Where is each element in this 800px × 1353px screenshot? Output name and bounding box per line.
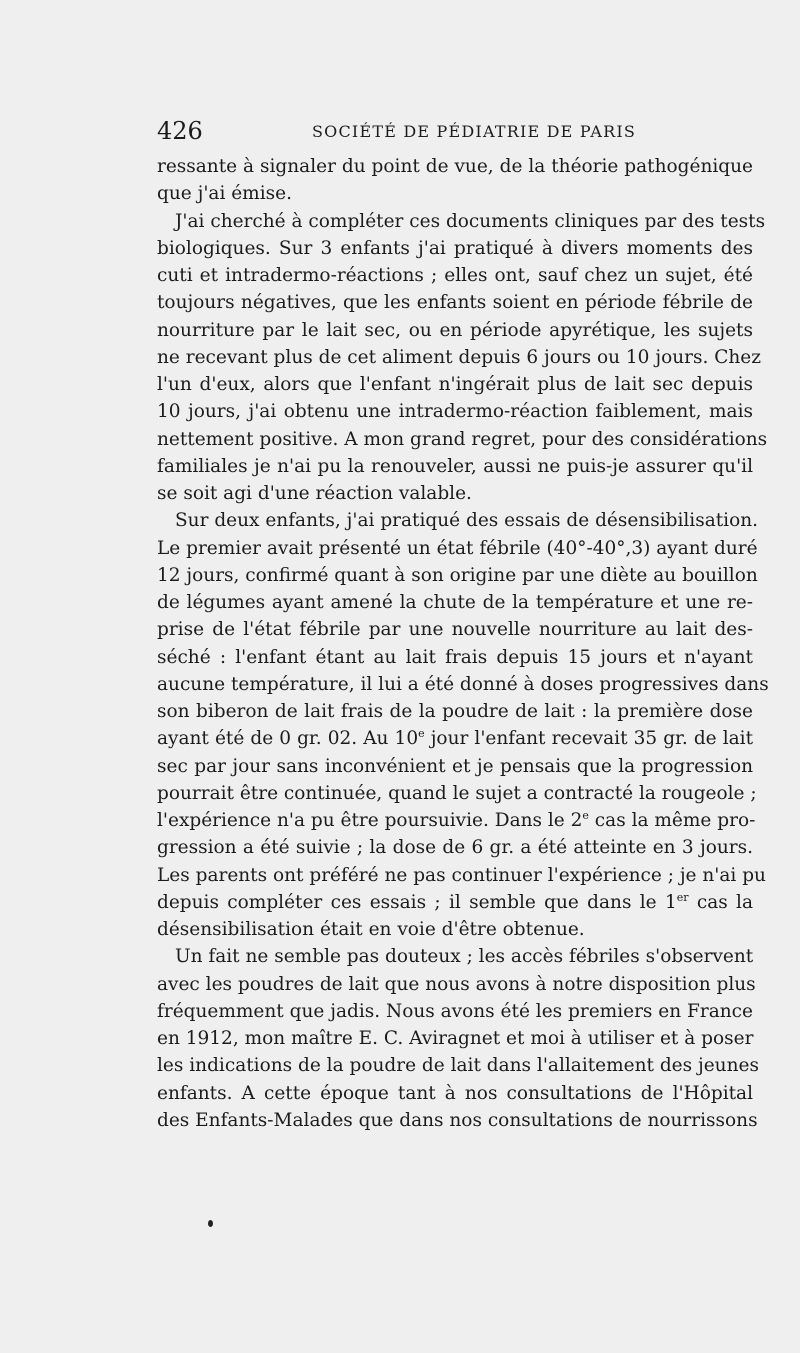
text-line-with-superscript (157, 889, 753, 916)
text-line: de légumes ayant amené la chute de la température et une re- (157, 592, 753, 613)
text-segment: ayant été de 0 gr. 02. Au 10 (157, 728, 419, 750)
text-line: Les parents ont préféré ne pas continuer l'expérience ; je n'ai pu (157, 864, 766, 886)
text-line: Le premier avait présenté un état fébrile (40°-40°,3) ayant duré (157, 537, 758, 559)
text-line: prise de l'état fébrile par une nouvelle nourriture au lait des- (157, 619, 753, 641)
text-line: désensibilisation était en voie d'être obtenue. (157, 919, 585, 940)
text-line: Sur deux enfants, j'ai pratiqué des essais de désensibilisation. (175, 510, 759, 532)
page-number: 426 (157, 117, 203, 145)
text-line: nourriture par le lait sec, ou en période apyrétique, les sujets (157, 319, 753, 341)
text-line: ne recevant plus de cet aliment depuis 6 jours ou 10 jours. Chez (157, 346, 761, 368)
text-line: les indications de la poudre de lait dans l'allaitement des jeunes (157, 1055, 759, 1077)
text-segment: depuis compléter ces essais ; il semble que dans le 1 (157, 891, 677, 913)
text-line: l'un d'eux, alors que l'enfant n'ingérait plus de lait sec depuis (157, 374, 753, 395)
text-line: des Enfants-Malades que dans nos consultations de nourrissons (157, 1109, 758, 1131)
text-line: 10 jours, j'ai obtenu une intradermo-réaction faiblement, mais (157, 401, 753, 423)
text-line: Un fait ne semble pas douteux ; les accès fébriles s'observent (175, 946, 754, 968)
text-segment: l'expérience n'a pu être poursuivie. Dans le 2 (157, 810, 583, 831)
text-line-with-superscript (157, 725, 753, 752)
text-line: ressante à signaler du point de vue, de la théorie pathogénique (157, 156, 753, 177)
text-line: en 1912, mon maître E. C. Aviragnet et moi à utiliser et à poser (157, 1028, 754, 1049)
running-head: SOCIÉTÉ DE PÉDIATRIE DE PARIS (312, 122, 637, 141)
text-line: enfants. A cette époque tant à nos consultations de l'Hôpital (157, 1082, 753, 1104)
text-line: gression a été suivie ; la dose de 6 gr. a été atteinte en 3 jours. (157, 837, 753, 859)
superscript: e (582, 809, 589, 822)
text-line: avec les poudres de lait que nous avons à notre disposition plus (157, 973, 756, 995)
text-line: séché : l'enfant étant au lait frais depuis 15 jours et n'ayant (157, 646, 753, 668)
text-line: sec par jour sans inconvénient et je pensais que la progression (157, 755, 753, 777)
ink-speck (208, 1220, 213, 1227)
text-line: fréquemment que jadis. Nous avons été les premiers en France (157, 1000, 753, 1022)
text-line: familiales je n'ai pu la renouveler, aussi ne puis-je assurer qu'il (157, 455, 753, 477)
text-line: nettement positive. A mon grand regret, pour des considérations (157, 428, 768, 450)
text-line: J'ai cherché à compléter ces documents cliniques par des tests (175, 210, 766, 232)
text-line: 12 jours, confirmé quant à son origine par une diète au bouillon (157, 564, 758, 586)
text-segment: cas la (688, 891, 753, 913)
text-line: se soit agi d'une réaction valable. (157, 483, 472, 504)
text-line-with-superscript (157, 807, 756, 834)
text-line: que j'ai émise. (157, 183, 292, 205)
text-line: son biberon de lait frais de la poudre de lait : la première dose (157, 701, 753, 722)
text-line: pourrait être continuée, quand le sujet a contracté la rougeole ; (157, 782, 757, 804)
text-line: biologiques. Sur 3 enfants j'ai pratiqué à divers moments des (157, 237, 753, 259)
superscript: er (676, 890, 689, 904)
text-line: cuti et intradermo-réactions ; elles ont, sauf chez un sujet, été (157, 265, 753, 286)
text-segment: cas la même pro- (588, 810, 756, 831)
text-segment: jour l'enfant recevait 35 gr. de lait (424, 728, 753, 750)
page-header (157, 116, 753, 146)
text-line: aucune température, il lui a été donné à doses progressives dans (157, 673, 769, 695)
text-line: toujours négatives, que les enfants soient en période fébrile de (157, 292, 753, 314)
superscript: e (418, 727, 425, 741)
body-text (157, 153, 769, 1134)
